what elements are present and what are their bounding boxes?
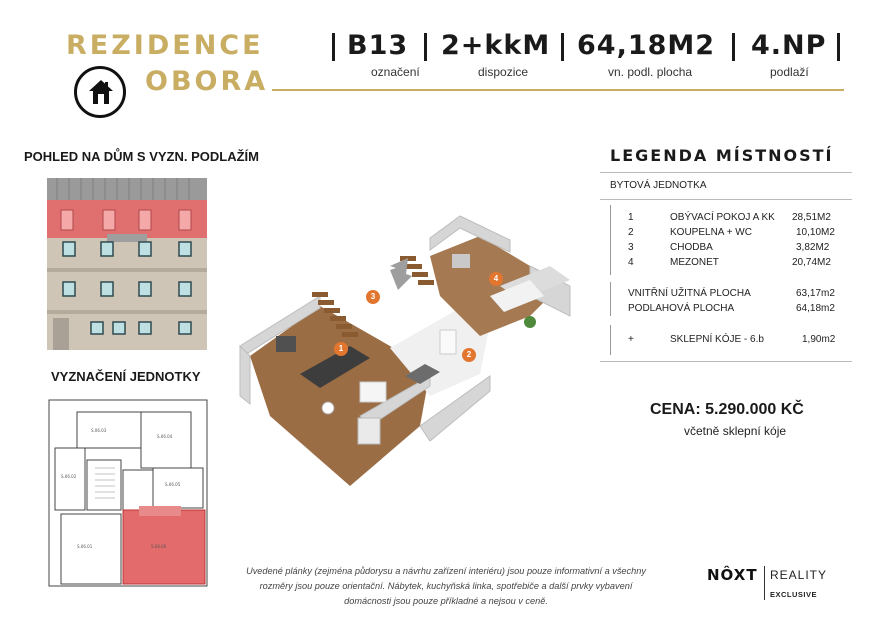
disclaimer-line: domácnosti jsou pouze příkladné a nejsou v ceně.	[344, 596, 548, 606]
svg-text:S.06.02: S.06.02	[61, 474, 77, 479]
spec-area: 64,18M2	[577, 30, 716, 61]
spec-unit-id-label: označení	[371, 65, 420, 79]
spec-divider	[732, 33, 735, 61]
legend-bracket	[610, 325, 611, 355]
room-marker-2: 2	[462, 348, 476, 362]
facade-title: POHLED NA DŮM S VYZN. PODLAŽÍM	[24, 149, 259, 164]
disclaimer-line: rozměry jsou pouze orientační. Nábytek, kuchyňská linka, spotřebiče a další prvky vybavení	[259, 581, 633, 591]
room-number: 1	[628, 212, 634, 223]
spec-layout-label: dispozice	[478, 65, 529, 79]
price-note: včetně sklepní kóje	[684, 424, 787, 438]
room-marker-1: 1	[334, 342, 348, 356]
price-label: CENA: 5.290.000 KČ	[650, 401, 804, 418]
room-number: 3	[628, 242, 634, 253]
legend-divider	[600, 361, 852, 362]
brand-logo: NÔXT	[707, 566, 758, 584]
room-name: OBÝVACÍ POKOJ A KK	[670, 212, 775, 223]
spec-floor-label: podlaží	[770, 65, 809, 79]
legend-title: LEGENDA MÍSTNOSTÍ	[610, 146, 834, 165]
apartment-3d-plan	[230, 196, 592, 496]
total-area: 64,18m2	[796, 303, 835, 314]
room-number: 2	[628, 227, 634, 238]
spec-floor: 4.NP	[751, 30, 827, 61]
spec-layout: 2+kkM	[441, 30, 551, 61]
legend-bracket	[610, 282, 611, 316]
svg-text:S.06.01: S.06.01	[77, 544, 93, 549]
room-area: 28,51M2	[792, 212, 831, 223]
room-area: 3,82M2	[796, 242, 830, 253]
spec-unit-id: B13	[347, 30, 409, 61]
brand-separator	[764, 566, 765, 600]
room-name: MEZONET	[670, 257, 719, 268]
svg-text:S.06.03: S.06.03	[91, 428, 107, 433]
spec-divider	[424, 33, 427, 61]
spec-divider	[837, 33, 840, 61]
disclaimer-line: Uvedené plánky (zejména půdorysu a návrhu zařízení interiéru) jsou pouze informativní a všechny	[246, 566, 646, 576]
house-icon	[74, 66, 126, 118]
logo-text-line1: REZIDENCE	[66, 30, 264, 61]
building-facade-image	[47, 178, 207, 350]
total-area: 63,17m2	[796, 288, 835, 299]
unit-title: VYZNAČENÍ JEDNOTKY	[51, 369, 201, 384]
total-label: VNITŘNÍ UŽITNÁ PLOCHA	[628, 288, 751, 299]
legend-divider	[600, 199, 852, 200]
spec-divider	[561, 33, 564, 61]
brand-reality: REALITY	[770, 568, 828, 582]
room-marker-4: 4	[489, 272, 503, 286]
header-rule	[272, 89, 844, 91]
svg-text:S.06.06: S.06.06	[151, 544, 167, 549]
legend-bracket	[610, 205, 611, 275]
legend-subtitle: BYTOVÁ JEDNOTKA	[610, 180, 707, 191]
total-label: PODLAHOVÁ PLOCHA	[628, 303, 735, 314]
brand-exclusive: EXCLUSIVE	[770, 590, 818, 599]
extra-area: 1,90m2	[802, 334, 836, 345]
logo-text-line2: OBORA	[145, 66, 269, 97]
room-number: 4	[628, 257, 634, 268]
extra-sign: +	[628, 334, 634, 345]
room-area: 20,74M2	[792, 257, 831, 268]
room-area: 10,10M2	[796, 227, 835, 238]
spec-area-label: vn. podl. plocha	[608, 65, 693, 79]
spec-divider	[332, 33, 335, 61]
svg-text:S.06.05: S.06.05	[165, 482, 181, 487]
disclaimer	[236, 564, 656, 609]
legend-divider	[600, 172, 852, 173]
floor-plan-image	[47, 398, 209, 588]
extra-label: SKLEPNÍ KÓJE - 6.b	[670, 334, 764, 345]
room-name: CHODBA	[670, 242, 713, 253]
svg-text:S.06.04: S.06.04	[157, 434, 173, 439]
room-marker-3: 3	[366, 290, 380, 304]
room-name: KOUPELNA + WC	[670, 227, 752, 238]
